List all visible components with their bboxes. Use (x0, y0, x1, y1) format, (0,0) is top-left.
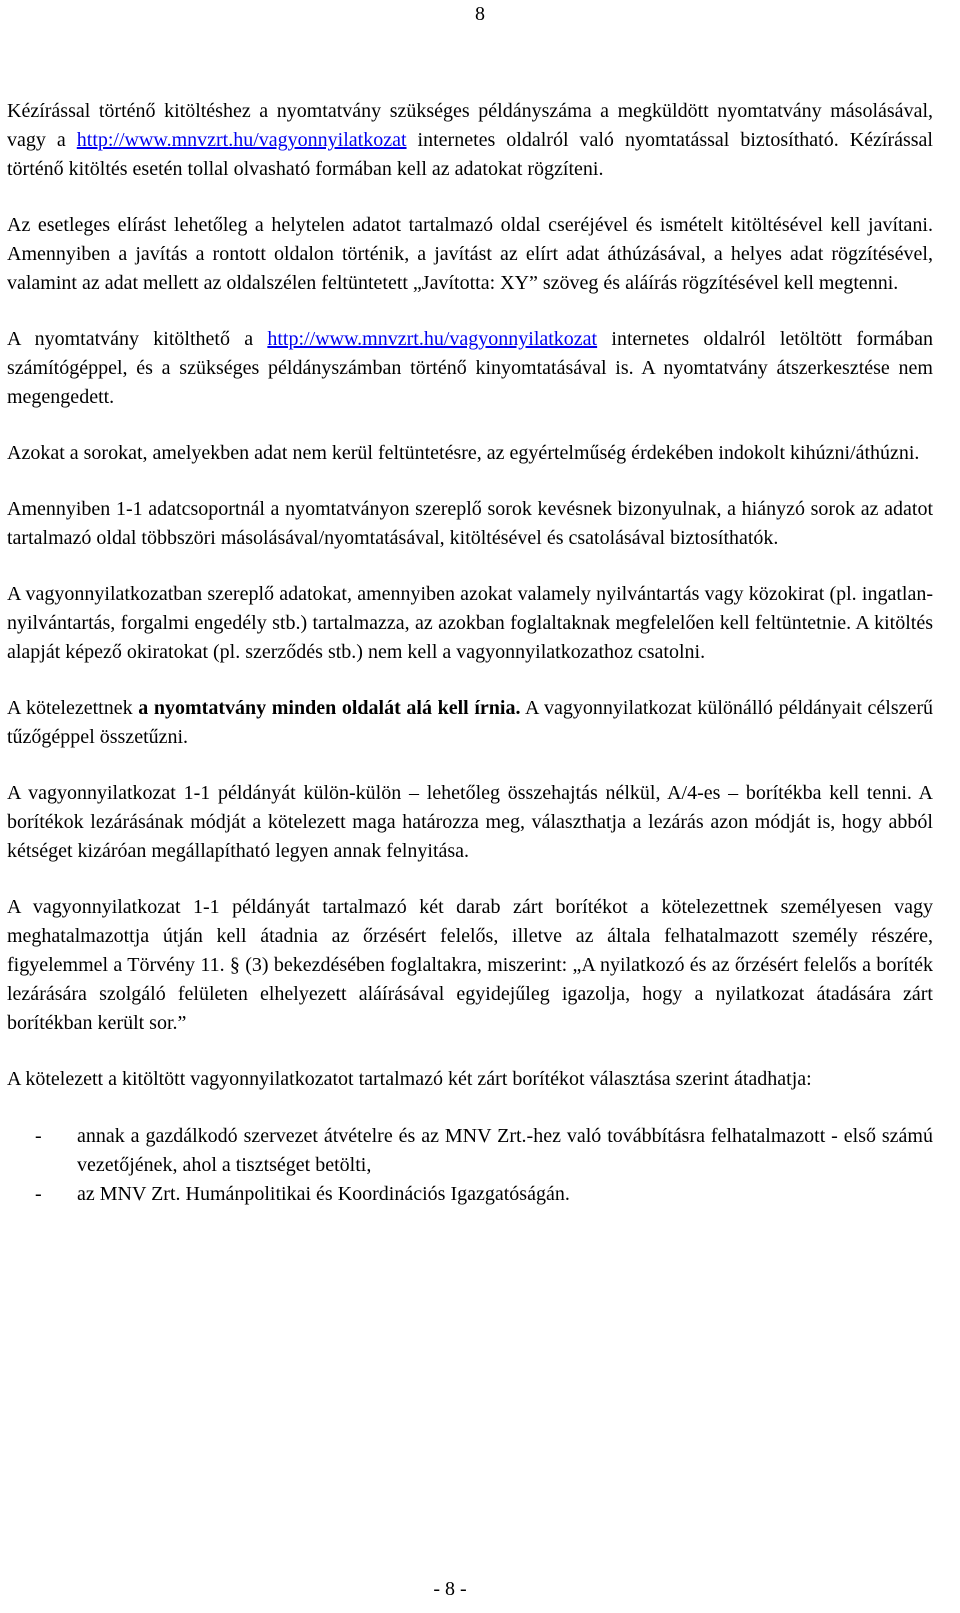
paragraph-computer-fill (7, 325, 933, 412)
list-item-text: az MNV Zrt. Humánpolitikai és Koordinációs Igazgatóságán. (77, 1183, 570, 1205)
list-item (7, 1122, 933, 1180)
paragraph-text: Kézírással történő kitöltéshez a nyomtatvány szükséges példányszáma a megküldött nyomtatvány másolásával, vagy a (7, 100, 933, 151)
paragraph-corrections: Az esetleges elírást lehetőleg a helytelen adatot tartalmazó oldal cseréjével és ismételt kitöltésével kell javítani. Amennyiben a javítás a rontott oldalon történik, a javítást az elírt adat áthúzásával, a helyes adat rögzítésével, valamint az adat mellett az oldalszélen feltüntetett „Javította: XY” szöveg és aláírás rögzítésével kell megtenni. (7, 214, 933, 294)
list-dash: - (35, 1125, 42, 1147)
list-item (7, 1180, 933, 1209)
paragraph-text: A nyomtatvány kitölthető a (7, 328, 268, 350)
list-dash: - (35, 1183, 42, 1205)
paragraph-text: internetes oldalról letöltött formában számítógéppel, és a szükséges példányszámban történő kinyomtatásával is. A nyomtatvány átszerkesztése nem megengedett. (7, 328, 933, 408)
paragraph-signature (7, 694, 933, 752)
paragraph-empty-rows: Azokat a sorokat, amelyekben adat nem kerül feltüntetésre, az egyértelműség érdekében indokolt kihúzni/áthúzni. (7, 442, 920, 464)
paragraph-options: A kötelezett a kitöltött vagyonnyilatkozatot tartalmazó két zárt borítékot választása szerint átadhatja: (7, 1068, 812, 1090)
mnvzrt-link[interactable]: http://www.mnvzrt.hu/vagyonnyilatkozat (76, 129, 407, 151)
paragraph-extra-rows: Amennyiben 1-1 adatcsoportnál a nyomtatványon szereplő sorok kevésnek bizonyulnak, a hiányzó sorok az adatot tartalmazó oldal többszöri másolásával/nyomtatásával, kitöltésével és csatolásával biztosíthatók. (7, 498, 933, 549)
paragraph-handwriting (7, 97, 933, 184)
list-item-text: annak a gazdálkodó szervezet átvételre és az MNV Zrt.-hez való továbbításra felhatalmazott - első számú vezetőjének, ahol a tisztséget betölti, (77, 1125, 933, 1176)
handover-options-list (7, 1122, 933, 1209)
mnvzrt-link[interactable]: http://www.mnvzrt.hu/vagyonnyilatkozat (267, 328, 598, 350)
page-number-bottom: - 8 - (433, 1578, 467, 1600)
document-body (7, 97, 933, 1209)
paragraph-registries: A vagyonnyilatkozatban szereplő adatokat, amennyiben azokat valamely nyilvántartás vagy közokirat (pl. ingatlan-nyilvántartás, forgalmi engedély stb.) tartalmazza, az azokban foglaltaknak megfelelően kell feltüntetnie. A kitöltés alapját képező okiratokat (pl. szerződés stb.) nem kell a vagyonnyilatkozathoz csatolni. (7, 583, 933, 663)
paragraph-text: A vagyonnyilatkozat különálló példányait célszerű tűzőgéppel összetűzni. (7, 697, 934, 748)
paragraph-text: internetes oldalról való nyomtatással biztosítható. Kézírással történő kitöltés esetén tollal olvasható formában kell az adatokat rögzíteni. (7, 129, 933, 180)
paragraph-bold-text: a nyomtatvány minden oldalát alá kell írnia. (138, 697, 521, 719)
paragraph-handover: A vagyonnyilatkozat 1-1 példányát tartalmazó két darab zárt borítékot a kötelezettnek személyesen vagy meghatalmazottja útján kell átadnia az őrzésért felelős, illetve az általa felhatalmazott személy részére, figyelemmel a Törvény 11. § (3) bekezdésében foglaltakra, miszerint: „A nyilatkozó és az őrzésért felelős a boríték lezárására szolgáló felületen elhelyezett aláírásával egyidejűleg igazolja, hogy a nyilatkozat átadására zárt borítékban került sor.” (7, 896, 933, 1034)
paragraph-text: A kötelezettnek (7, 697, 139, 719)
paragraph-envelopes: A vagyonnyilatkozat 1-1 példányát külön-külön – lehetőleg összehajtás nélkül, A/4-es – borítékba kell tenni. A borítékok lezárásának módját a kötelezett maga határozza meg, választhatja a lezárás azon módját is, hogy abból kétséget kizáróan megállapítható legyen annak felnyitása. (7, 782, 933, 862)
page-number-top: 8 (475, 3, 485, 25)
